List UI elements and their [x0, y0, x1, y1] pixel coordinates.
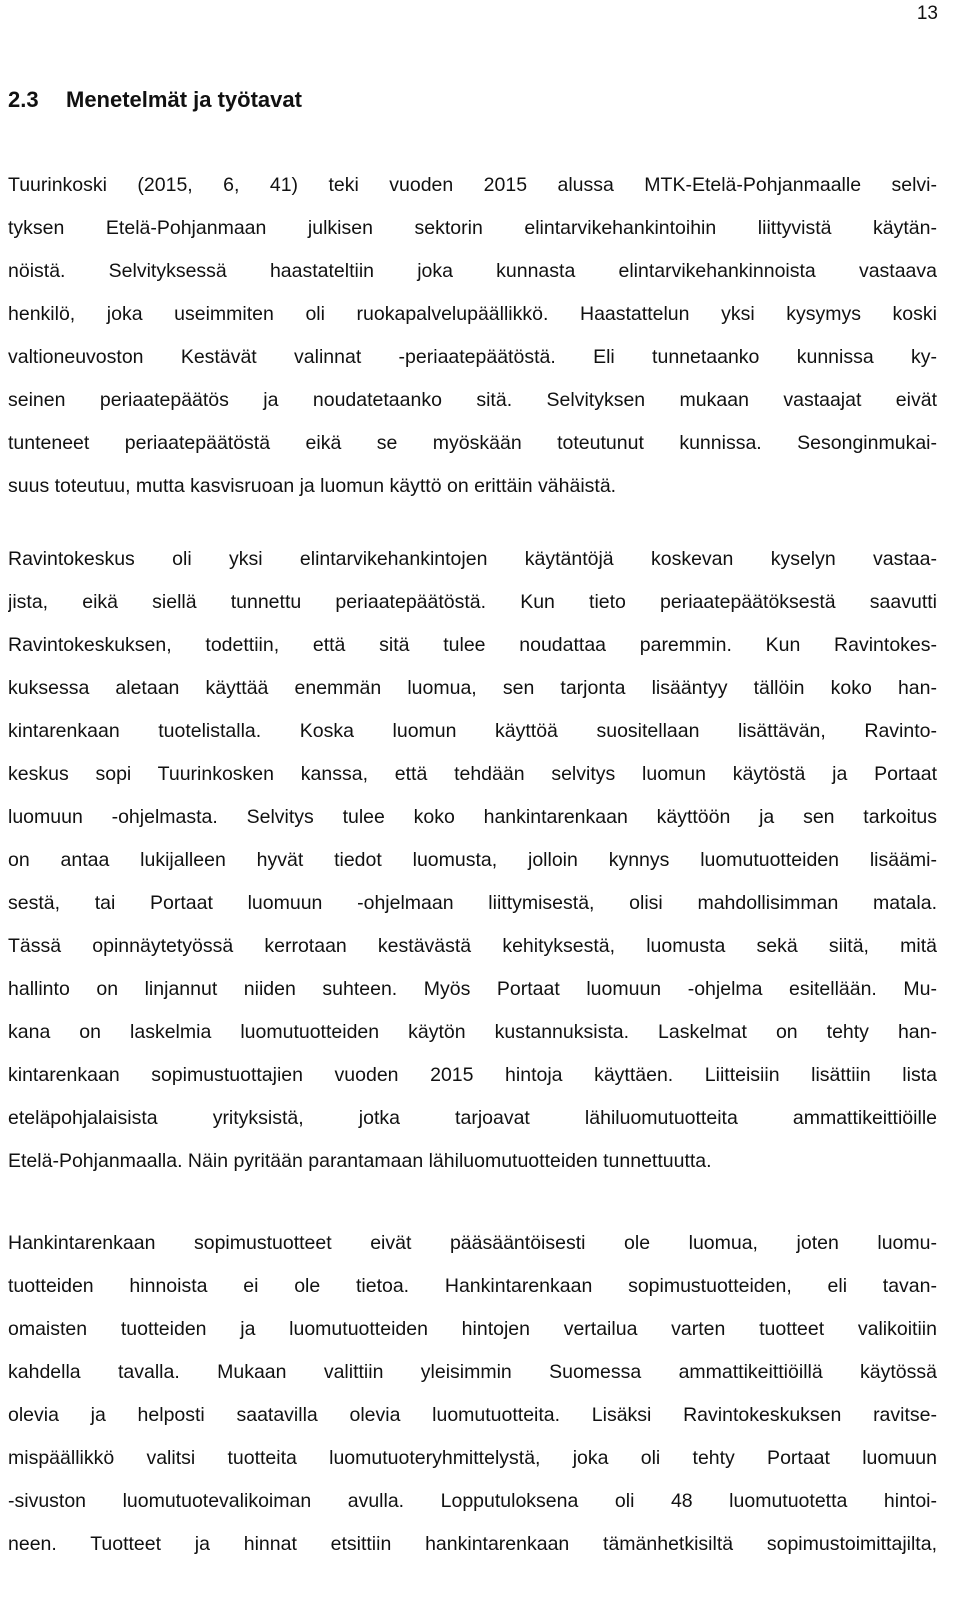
paragraph-1-line: seinen periaatepäätös ja noudatetaanko sitä. Selvityksen mukaan vastaajat eivät — [8, 389, 937, 411]
paragraph-2-line: keskus sopi Tuurinkosken kanssa, että tehdään selvitys luomun käytöstä ja Portaat — [8, 763, 937, 785]
paragraph-2-line: kana on laskelmia luomutuotteiden käytön kustannuksista. Laskelmat on tehty han- — [8, 1021, 937, 1043]
paragraph-3-line: Hankintarenkaan sopimustuotteet eivät pääsääntöisesti ole luomua, joten luomu- — [8, 1232, 937, 1254]
paragraph-3-line: neen. Tuotteet ja hinnat etsittiin hankintarenkaan tämänhetkisiltä sopimustoimittajilta, — [8, 1533, 937, 1555]
section-heading — [8, 84, 302, 116]
paragraph-1-line: valtioneuvoston Kestävät valinnat -periaatepäätöstä. Eli tunnetaanko kunnissa ky- — [8, 346, 937, 368]
paragraph-2-line: sestä, tai Portaat luomuun -ohjelmaan liittymisestä, olisi mahdollisimman matala. — [8, 892, 937, 914]
paragraph-2-line: luomuun -ohjelmasta. Selvitys tulee koko hankintarenkaan käyttöön ja sen tarkoitus — [8, 806, 937, 828]
paragraph-3-line: tuotteiden hinnoista ei ole tietoa. Hankintarenkaan sopimustuotteiden, eli tavan- — [8, 1275, 937, 1297]
paragraph-3-line: olevia ja helposti saatavilla olevia luomutuotteita. Lisäksi Ravintokeskuksen ravitse- — [8, 1404, 937, 1426]
paragraph-2-line: eteläpohjalaisista yrityksistä, jotka tarjoavat lähiluomutuotteita ammattikeittiöille — [8, 1107, 937, 1129]
paragraph-2-line: jista, eikä siellä tunnettu periaatepäätöstä. Kun tieto periaatepäätöksestä saavutti — [8, 591, 937, 613]
paragraph-2-line: on antaa lukijalleen hyvät tiedot luomusta, jolloin kynnys luomutuotteiden lisäämi- — [8, 849, 937, 871]
paragraph-1-line: tunteneet periaatepäätöstä eikä se myöskään toteutunut kunnissa. Sesonginmukai- — [8, 432, 937, 454]
paragraph-3-line: mispäällikkö valitsi tuotteita luomutuoteryhmittelystä, joka oli tehty Portaat luomuun — [8, 1447, 937, 1469]
paragraph-1-line: Tuurinkoski (2015, 6, 41) teki vuoden 2015 alussa MTK-Etelä-Pohjanmaalle selvi- — [8, 174, 937, 196]
paragraph-1-line: nöistä. Selvityksessä haastateltiin joka kunnasta elintarvikehankinnoista vastaava — [8, 260, 937, 282]
paragraph-2-line: kintarenkaan tuotelistalla. Koska luomun käyttöä suositellaan lisättävän, Ravinto- — [8, 720, 937, 742]
page-number: 13 — [916, 3, 938, 24]
paragraph-3-line: omaisten tuotteiden ja luomutuotteiden hintojen vertailua varten tuotteet valikoitiin — [8, 1318, 937, 1340]
paragraph-2-line: Ravintokeskuksen, todettiin, että sitä tulee noudattaa paremmin. Kun Ravintokes- — [8, 634, 937, 656]
paragraph-1-line: tyksen Etelä-Pohjanmaan julkisen sektorin elintarvikehankintoihin liittyvistä käytän- — [8, 217, 937, 239]
paragraph-1-line: suus toteutuu, mutta kasvisruoan ja luomun käyttö on erittäin vähäistä. — [8, 475, 617, 497]
paragraph-2-line: Ravintokeskus oli yksi elintarvikehankintojen käytäntöjä koskevan kyselyn vastaa- — [8, 548, 937, 570]
paragraph-3-line: -sivuston luomutuotevalikoiman avulla. Lopputuloksena oli 48 luomutuotetta hintoi- — [8, 1490, 937, 1512]
section-number: 2.3 — [8, 87, 39, 112]
paragraph-3-line: kahdella tavalla. Mukaan valittiin yleisimmin Suomessa ammattikeittiöillä käytössä — [8, 1361, 937, 1383]
paragraph-1-line: henkilö, joka useimmiten oli ruokapalvelupäällikkö. Haastattelun yksi kysymys koski — [8, 303, 937, 325]
paragraph-2-line: kintarenkaan sopimustuottajien vuoden 2015 hintoja käyttäen. Liitteisiin lisättiin lista — [8, 1064, 937, 1086]
section-title: Menetelmät ja työtavat — [66, 87, 302, 112]
paragraph-2-line: Tässä opinnäytetyössä kerrotaan kestävästä kehityksestä, luomusta sekä siitä, mitä — [8, 935, 937, 957]
paragraph-2-line: kuksessa aletaan käyttää enemmän luomua, sen tarjonta lisääntyy tällöin koko han- — [8, 677, 937, 699]
paragraph-2-line: hallinto on linjannut niiden suhteen. Myös Portaat luomuun -ohjelma esitellään. Mu- — [8, 978, 937, 1000]
paragraph-2-line: Etelä-Pohjanmaalla. Näin pyritään parantamaan lähiluomutuotteiden tunnettuutta. — [8, 1150, 712, 1172]
